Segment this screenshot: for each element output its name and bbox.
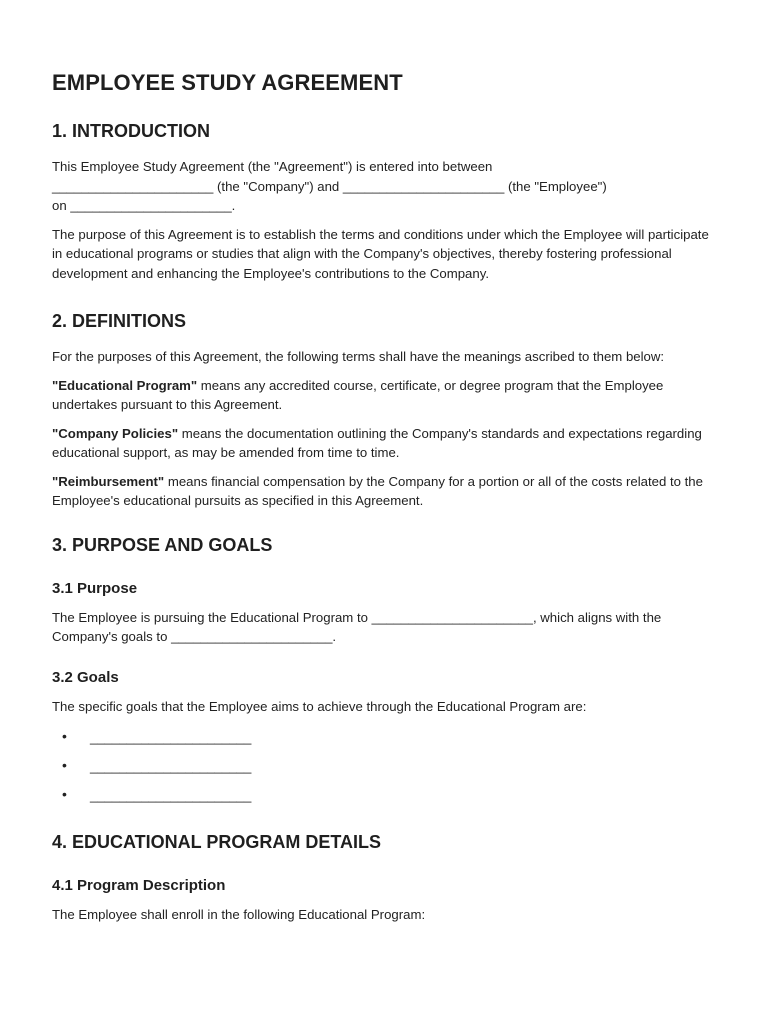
definitions-intro: For the purposes of this Agreement, the following terms shall have the meanings ascribed to them below: [52, 349, 665, 364]
section-heading: 2. DEFINITIONS [52, 311, 187, 331]
definition-text: means any accredited course, certificate, or degree program that the Employee undertakes pursuant to this Agreement. [52, 377, 664, 412]
document-title: EMPLOYEE STUDY AGREEMENT [52, 70, 403, 95]
intro-line-3: on ______________________. [52, 198, 236, 213]
definition-term: "Reimbursement" [52, 473, 165, 489]
definition-company-policies [52, 424, 714, 463]
goals-intro: The specific goals that the Employee aims to achieve through the Educational Program are: [52, 698, 587, 714]
subsection-heading: 3.1 Purpose [52, 579, 138, 597]
intro-line-2: ______________________ (the "Company") and ______________________ (the "Employee") [52, 178, 607, 194]
definition-term: "Educational Program" [52, 377, 198, 393]
program-description-text: The Employee shall enroll in the following Educational Program: [52, 906, 426, 922]
section-definitions [52, 311, 714, 511]
section-heading: 1. INTRODUCTION [52, 121, 211, 141]
goals-list [52, 728, 714, 806]
intro-paragraph-parties [52, 157, 714, 216]
intro-paragraph-purpose: The purpose of this Agreement is to establish the terms and conditions under which the Employee will participate in educational programs or studies that align with the Company's objectives, thereby fostering professional development and enhancing the Employee's contributions to the Company. [52, 226, 709, 281]
section-purpose-goals [52, 535, 714, 806]
definition-text: means the documentation outlining the Company's standards and expectations regarding educational support, as may be amended from time to time. [52, 425, 702, 460]
section-heading: 3. PURPOSE AND GOALS [52, 534, 273, 555]
definition-term: "Company Policies" [52, 425, 179, 441]
subsection-heading: 4.1 Program Description [52, 876, 226, 894]
definition-text: means financial compensation by the Company for a portion or all of the costs related to the Employee's educational pursuits as specified in this Agreement. [52, 473, 703, 508]
purpose-text: The Employee is pursuing the Educational Program to ______________________, which aligns with the Company's goals to ______________________. [52, 609, 662, 644]
list-item: • ______________________ [90, 728, 714, 748]
subsection-goals [52, 669, 714, 806]
section-introduction [52, 121, 714, 283]
definition-educational-program [52, 376, 714, 415]
subsection-purpose [52, 580, 714, 647]
subsection-heading: 3.2 Goals [52, 668, 119, 686]
section-program-details [52, 832, 714, 925]
intro-line-1: This Employee Study Agreement (the "Agreement") is entered into between [52, 159, 493, 174]
list-item: • ______________________ [90, 757, 714, 777]
list-item: • ______________________ [90, 786, 714, 806]
section-heading: 4. EDUCATIONAL PROGRAM DETAILS [52, 831, 382, 852]
definition-reimbursement [52, 472, 714, 511]
